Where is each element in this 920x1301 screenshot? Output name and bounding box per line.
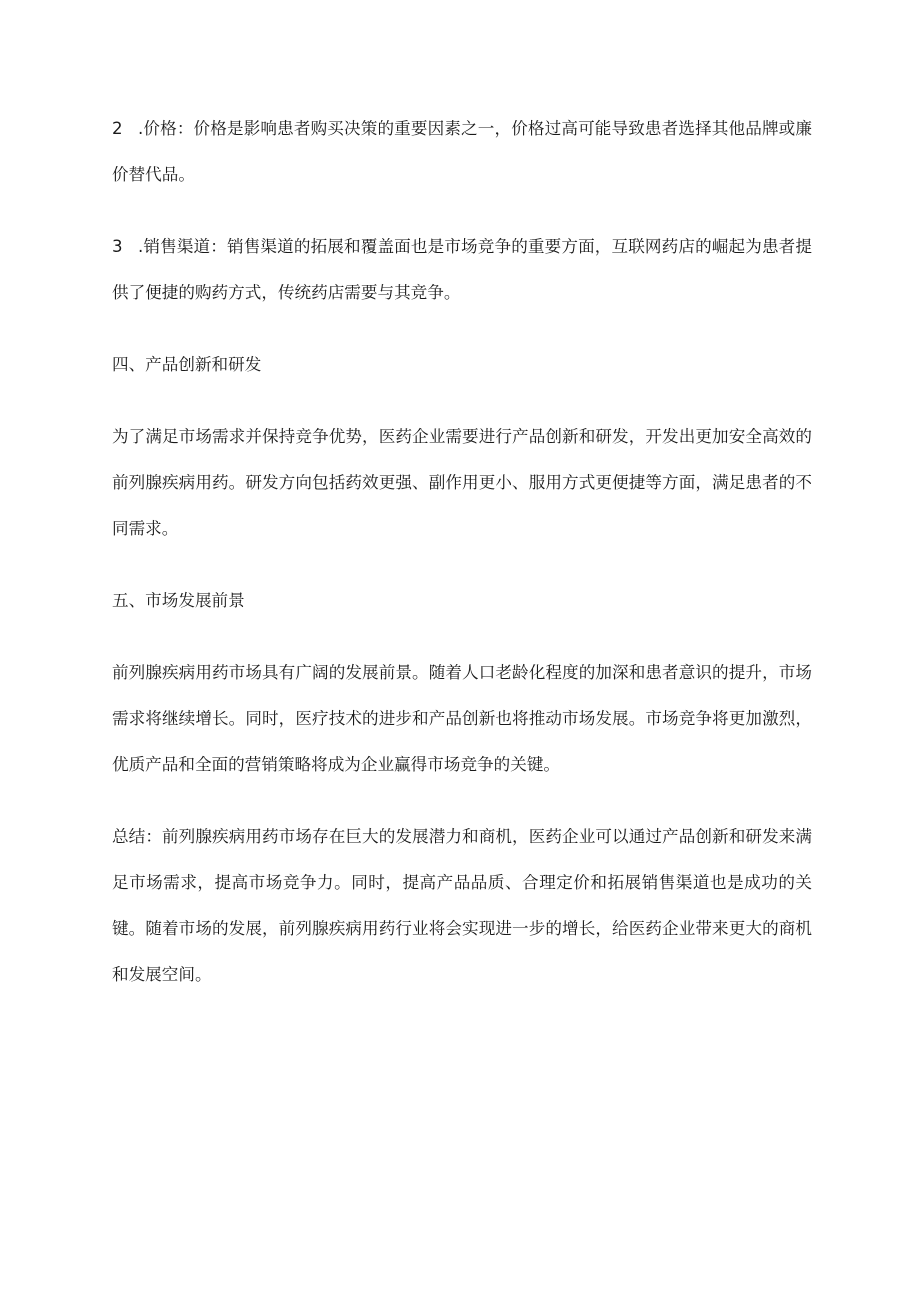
list-item-sales-channel xyxy=(112,224,812,316)
list-item-text: .销售渠道：销售渠道的拓展和覆盖面也是市场竞争的重要方面，互联网药店的崛起为患者提供了便捷的购药方式，传统药店需要与其竞争。 xyxy=(112,237,812,302)
section-body-outlook: 前列腺疾病用药市场具有广阔的发展前景。随着人口老龄化程度的加深和患者意识的提升，市场需求将继续增长。同时，医疗技术的进步和产品创新也将推动市场发展。市场竞争将更加激烈，优质产品和全面的营销策略将成为企业赢得市场竞争的关键。 xyxy=(112,663,812,774)
summary-paragraph: 总结：前列腺疾病用药市场存在巨大的发展潜力和商机，医药企业可以通过产品创新和研发来满足市场需求，提高市场竞争力。同时，提高产品品质、合理定价和拓展销售渠道也是成功的关键。随着市场的发展，前列腺疾病用药行业将会实现进一步的增长，给医药企业带来更大的商机和发展空间。 xyxy=(112,827,812,984)
section-body-innovation: 为了满足市场需求并保持竞争优势，医药企业需要进行产品创新和研发，开发出更加安全高效的前列腺疾病用药。研发方向包括药效更强、副作用更小、服用方式更便捷等方面，满足患者的不同需求。 xyxy=(112,427,812,538)
list-item-text: .价格：价格是影响患者购买决策的重要因素之一，价格过高可能导致患者选择其他品牌或廉价替代品。 xyxy=(112,119,812,184)
list-item-price xyxy=(112,106,812,198)
document-page xyxy=(112,106,812,998)
list-item-number: 2 xyxy=(112,119,123,138)
list-item-number: 3 xyxy=(112,237,123,256)
section-heading-innovation: 四、产品创新和研发 xyxy=(112,355,262,374)
section-heading-outlook: 五、市场发展前景 xyxy=(112,591,245,610)
